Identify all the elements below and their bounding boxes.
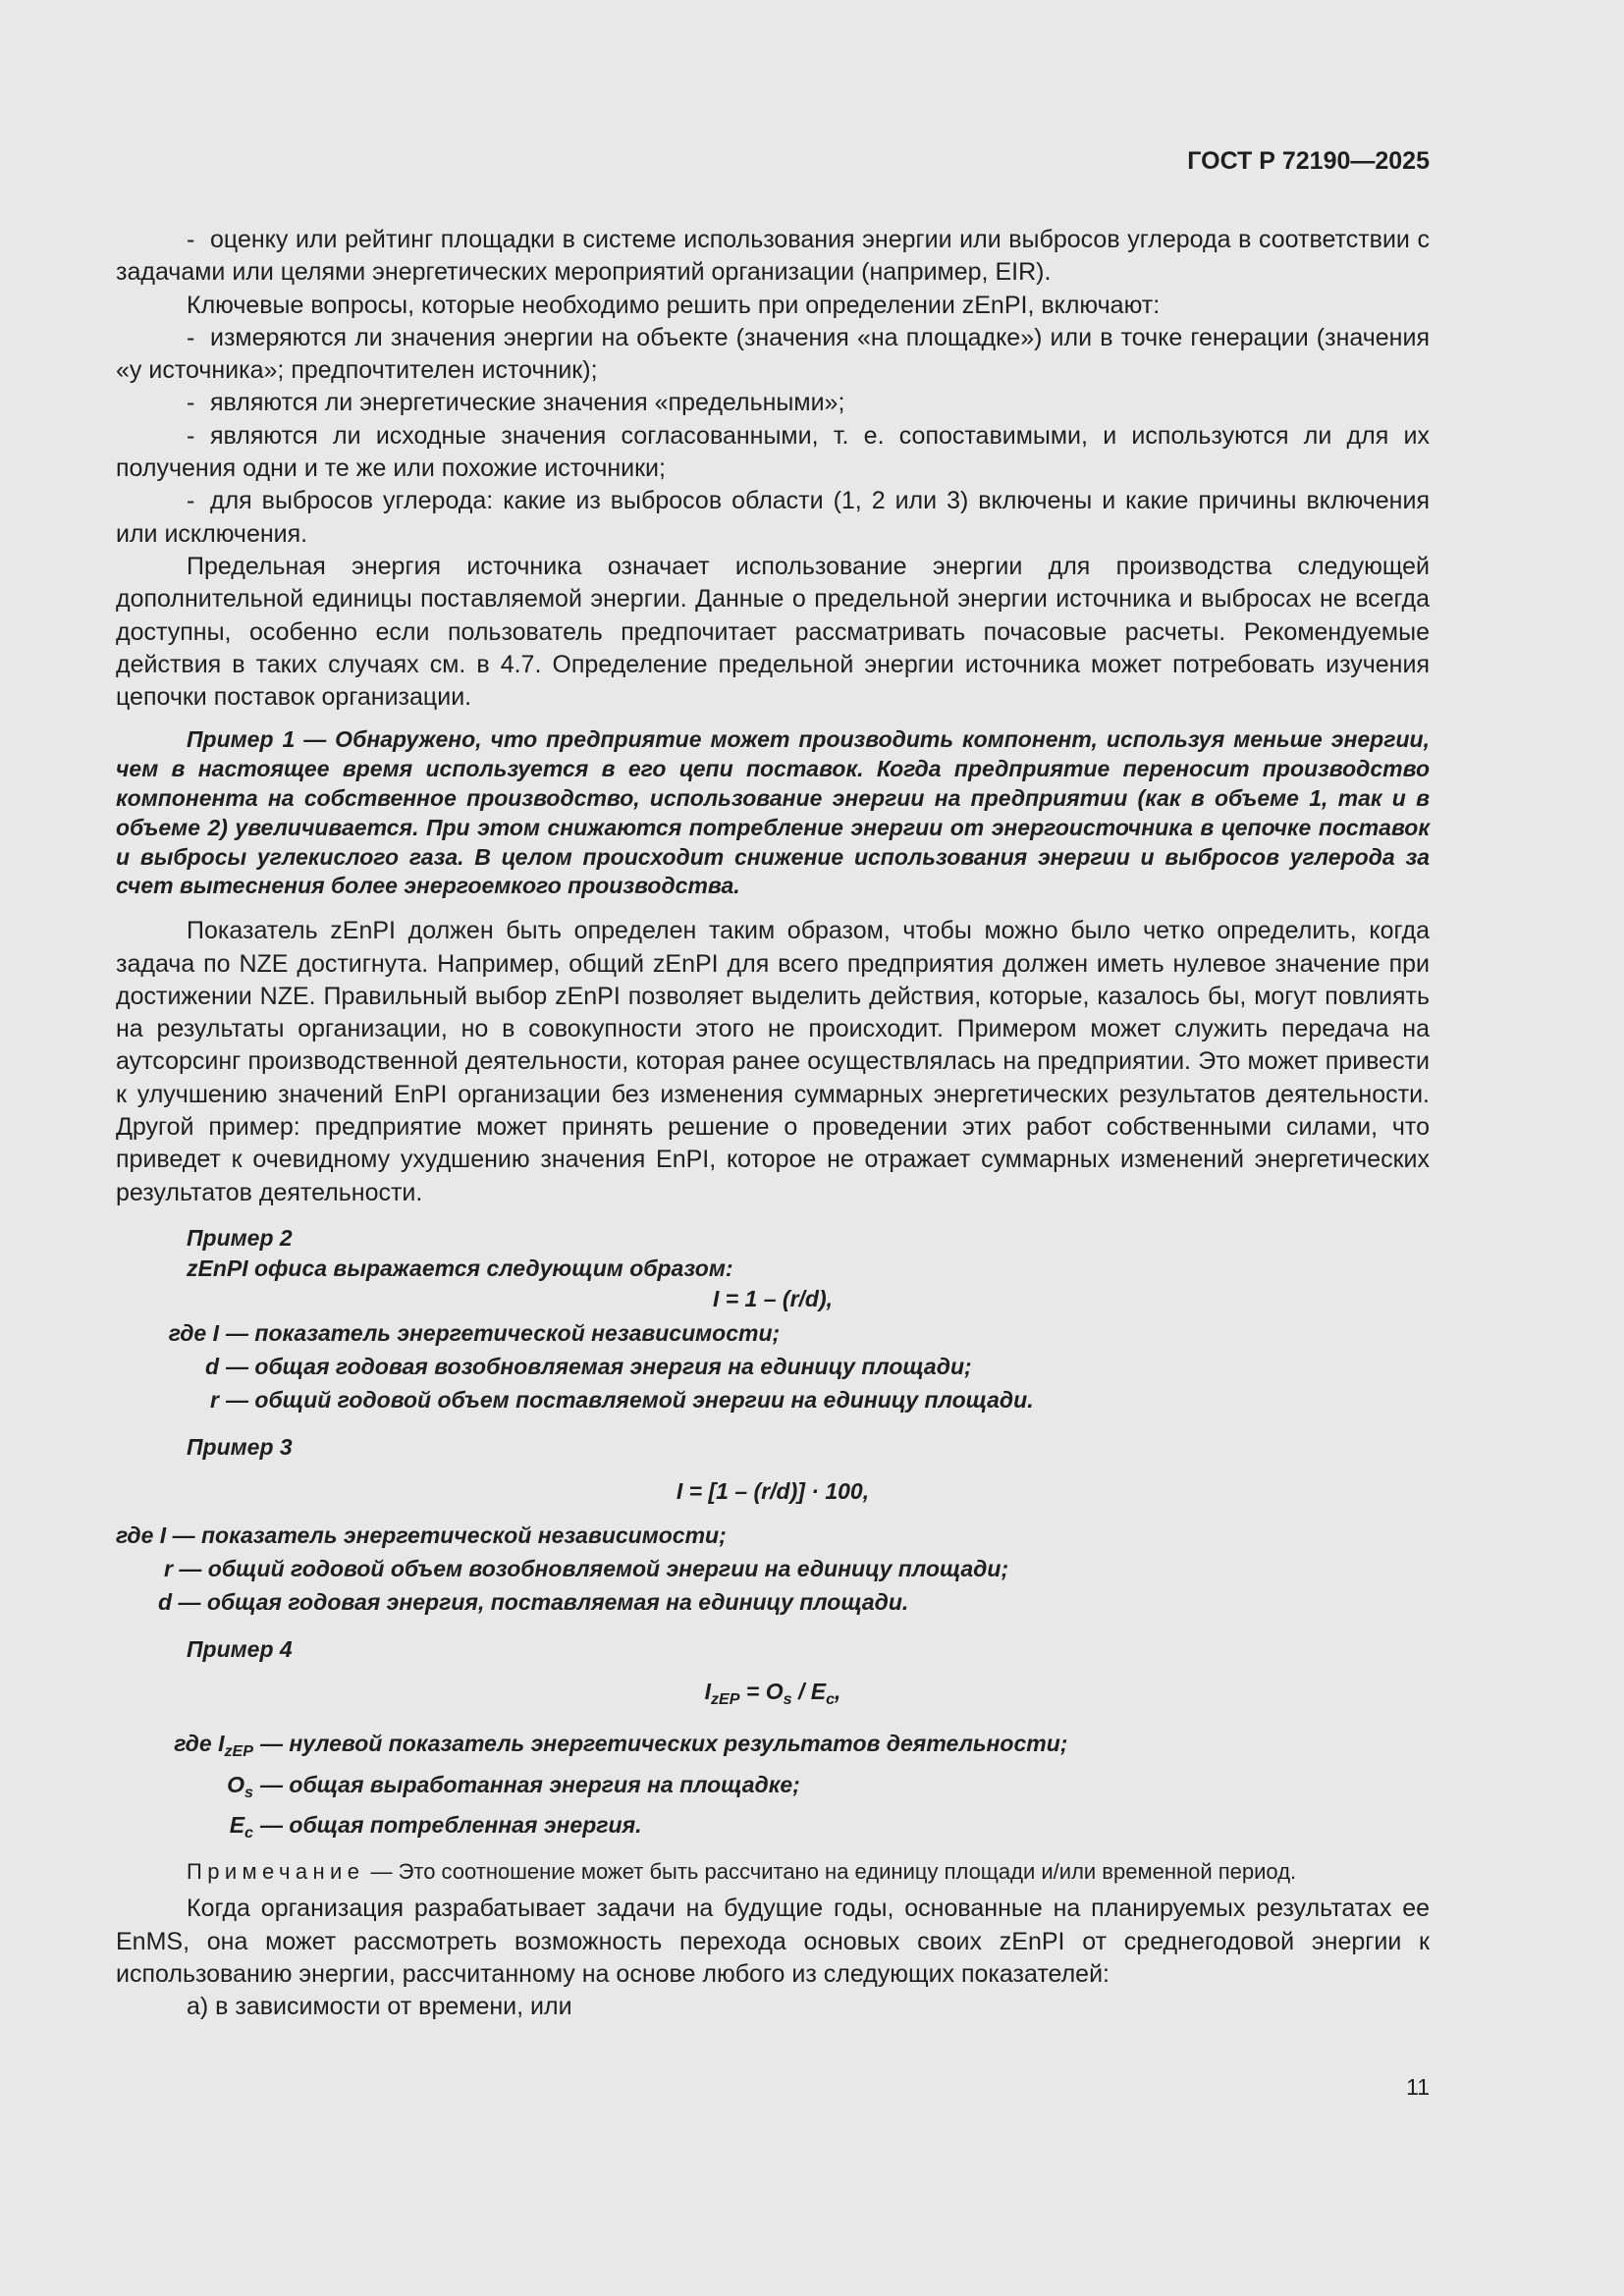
- example-4-formula: $I_{zEP} = O_s / E_c$,: [704, 1678, 841, 1708]
- legend-description: — общий годовой объем поставляемой энергии на единицу площади.: [226, 1386, 1034, 1413]
- note: [116, 1857, 1430, 1887]
- example-2-legend: [116, 1316, 1430, 1416]
- example-3-formula: I = [1 – (r/d)] · 100,: [676, 1477, 870, 1504]
- example-2-formula: I = 1 – (r/d),: [712, 1285, 834, 1311]
- paragraph: Показатель zEnPI должен быть определен таким образом, чтобы можно было четко определить, когда задача по NZE достигнута. Например, общий zEnPI для всего предприятия должен иметь нулевое значение при достижении NZE. Правильный выбор zEnPI позволяет выделить действия, которые, казалось бы, могут повлиять на результаты организации, но в совокупности этого не происходит. Примером может служить передача на аутсорсинг производственной деятельности, которая ранее осуществлялась на предприятии. Это может привести к улучшению значений EnPI организации без изменения суммарных энергетических результатов деятельности. Другой пример: предприятие может принять решение о проведении этих работ собственными силами, что приведет к очевидному ухудшению значения EnPI, которое не отражает суммарных изменений энергетических результатов деятельности.: [116, 917, 1430, 1206]
- bullet-item: - являются ли исходные значения согласованными, т. е. сопоставимыми, и используются ли для их получения одни и те же или похожие источники;: [116, 421, 1430, 483]
- example-4-legend: [116, 1727, 1430, 1849]
- legend-description: — общая потребленная энергия.: [260, 1812, 642, 1839]
- bullet-item: - являются ли энергетические значения «предельными»;: [187, 389, 845, 417]
- example-2-subtitle: zEnPI офиса выражается следующим образом:: [187, 1255, 733, 1281]
- legend-line: d — общая годовая энергия, поставляемая на единицу площади.: [158, 1588, 909, 1615]
- page-number: 11: [1406, 2074, 1430, 2100]
- example-1: Пример 1 — Обнаружено, что предприятие может производить компонент, используя меньше энергии, чем в настоящее время используется в его цепи поставок. Когда предприятие переносит производство компонента на собственное производство, использование энергии на предприятии (как в объеме 1, так и в объеме 2) увеличивается. При этом снижаются потребление энергии от энергоисточника в цепочке поставок и выбросы углекислого газа. В целом происходит снижение использования энергии и выбросов углерода за счет вытеснения более энергоемкого производства.: [116, 726, 1430, 899]
- legend-description: — общая годовая возобновляемая энергия на единицу площади;: [226, 1353, 972, 1379]
- example-2-title: Пример 2: [187, 1224, 293, 1251]
- bullet-item: - оценку или рейтинг площадки в системе использования энергии или выбросов углерода в соответствии с задачами или целями энергетических мероприятий организации (например, EIR).: [116, 226, 1430, 287]
- legend-key: $E_c$: [229, 1812, 253, 1842]
- page-body: [116, 224, 1430, 2023]
- example-3-title: Пример 3: [187, 1433, 293, 1460]
- bullet-text: для выбросов углерода: какие из выбросов области (1, 2 или 3) включены и какие причины включения или исключения.: [116, 487, 1430, 548]
- bullet-text: являются ли энергетические значения «предельными»;: [210, 389, 845, 417]
- legend-key: $O_s$: [227, 1771, 253, 1801]
- legend-key: d: [204, 1353, 219, 1379]
- document-code-header: ГОСТ Р 72190—2025: [1187, 147, 1430, 175]
- list-item-a: а) в зависимости от времени, или: [187, 1993, 572, 2021]
- example-3-legend: [116, 1519, 1430, 1619]
- paragraph: Когда организация разрабатывает задачи на будущие годы, основанные на планируемых результатах ее EnMS, она может рассмотреть возможность перехода основых своих zEnPI от среднегодовой энергии к использованию энергии, рассчитанному на основе любого из следующих показателей:: [116, 1895, 1430, 1988]
- legend-key: r: [210, 1386, 219, 1413]
- note-label: Примечание: [187, 1859, 365, 1885]
- note-text: — Это соотношение может быть рассчитано на единицу площади и/или временной период.: [364, 1859, 1297, 1885]
- bullet-item: - измеряются ли значения энергии на объекте (значения «на площадке») или в точке генерации (значения «у источника»; предпочтителен источник);: [116, 323, 1430, 385]
- paragraph: Предельная энергия источника означает использование энергии для производства следующей дополнительной единицы поставляемой энергии. Данные о предельной энергии источника и выбросах не всегда доступны, особенно если пользователь предпочитает рассматривать почасовые расчеты. Рекомендуемые действия в таких случаях см. в 4.7. Определение предельной энергии источника может потребовать изучения цепочки поставок организации.: [116, 552, 1430, 712]
- example-4-title: Пример 4: [187, 1635, 293, 1662]
- legend-description: — общая выработанная энергия на площадке;: [260, 1771, 800, 1797]
- bullet-item: - для выбросов углерода: какие из выбросов области (1, 2 или 3) включены и какие причины включения или исключения.: [116, 487, 1430, 548]
- bullet-text: оценку или рейтинг площадки в системе использования энергии или выбросов углерода в соответствии с задачами или целями энергетических мероприятий организации (например, EIR).: [116, 226, 1430, 287]
- paragraph: Ключевые вопросы, которые необходимо решить при определении zEnPI, включают:: [187, 291, 1161, 319]
- legend-description: — показатель энергетической независимости;: [226, 1319, 781, 1346]
- bullet-text: являются ли исходные значения согласованными, т. е. сопоставимыми, и используются ли для их получения одни и те же или похожие источники;: [116, 421, 1430, 483]
- legend-key: где I: [168, 1319, 219, 1346]
- bullet-text: измеряются ли значения энергии на объекте (значения «на площадке») или в точке генерации (значения «у источника»; предпочтителен источник);: [116, 323, 1430, 385]
- legend-description: — нулевой показатель энергетических результатов деятельности;: [260, 1730, 1068, 1756]
- legend-key: где $I_{zEP}$: [174, 1730, 253, 1760]
- legend-line: где I — показатель энергетической независимости;: [116, 1522, 727, 1548]
- legend-line: r — общий годовой объем возобновляемой энергии на единицу площади;: [164, 1555, 1009, 1581]
